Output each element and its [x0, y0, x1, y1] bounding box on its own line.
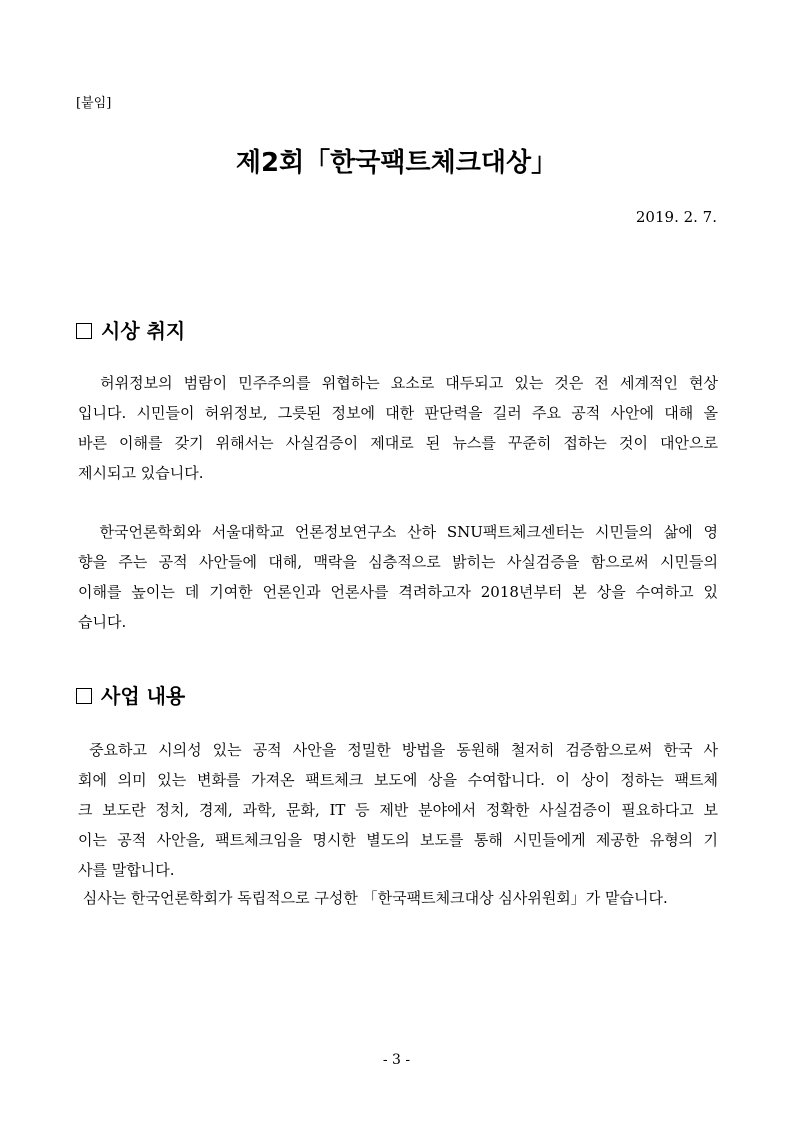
- text-line: 심사는 한국언론학회가 독립적으로 구성한 「한국팩트체크대상 심사위원회」가 맡습니다.: [78, 889, 668, 907]
- section-heading-program-content: [76, 680, 185, 709]
- text-line: 회에 의미 있는 변화를 가져온 팩트체크 보도에 상을 수여합니다. 이 상이 정하는 팩트체: [78, 771, 718, 789]
- text-line: 입니다. 시민들이 허위정보, 그릇된 정보에 대한 판단력을 길러 주요 공적 사안에 대해 올: [78, 404, 718, 422]
- text-line: 사를 말합니다.: [78, 861, 175, 879]
- document-date: 2019. 2. 7.: [635, 208, 717, 226]
- section-heading-label: 시상 취지: [101, 319, 186, 343]
- text-line: 한국언론학회와 서울대학교 언론정보연구소 산하 SNU팩트체크센터는 시민들의 삶에 영: [78, 523, 718, 541]
- paragraph-purpose-2: [78, 517, 718, 637]
- text-line: 이는 공적 사안을, 팩트체크임을 명시한 별도의 보도를 통해 시민들에게 제공한 유형의 기: [78, 831, 718, 849]
- text-line: 제시되고 있습니다.: [78, 464, 204, 482]
- text-line: 크 보도란 정치, 경제, 과학, 문화, IT 등 제반 분야에서 정확한 사실검증이 필요하다고 보: [78, 801, 718, 819]
- checkbox-square-icon: [76, 688, 92, 704]
- section-heading-label: 사업 내용: [101, 684, 186, 708]
- text-line: 바른 이해를 갖기 위해서는 사실검증이 제대로 된 뉴스를 꾸준히 접하는 것이 대안으로: [78, 434, 718, 452]
- page-title: 제2회「한국팩트체크대상」: [235, 148, 558, 178]
- text-line: 이해를 높이는 데 기여한 언론인과 언론사를 격려하고자 2018년부터 본 상을 수여하고 있: [78, 583, 718, 601]
- paragraph-content-2: [78, 883, 718, 913]
- attachment-label: [붙임]: [76, 96, 112, 111]
- paragraph-purpose-1: [78, 368, 718, 488]
- text-line: 중요하고 시의성 있는 공적 사안을 정밀한 방법을 동원해 철저히 검증함으로써 한국 사: [78, 741, 718, 759]
- section-heading-award-purpose: [76, 315, 185, 344]
- text-line: 허위정보의 범람이 민주주의를 위협하는 요소로 대두되고 있는 것은 전 세계적인 현상: [78, 374, 718, 392]
- text-line: 습니다.: [78, 613, 127, 631]
- paragraph-content-1: [78, 735, 718, 885]
- checkbox-square-icon: [76, 323, 92, 339]
- page-number: - 3 -: [382, 1052, 411, 1068]
- text-line: 향을 주는 공적 사안들에 대해, 맥락을 심층적으로 밝히는 사실검증을 함으로써 시민들의: [78, 553, 718, 571]
